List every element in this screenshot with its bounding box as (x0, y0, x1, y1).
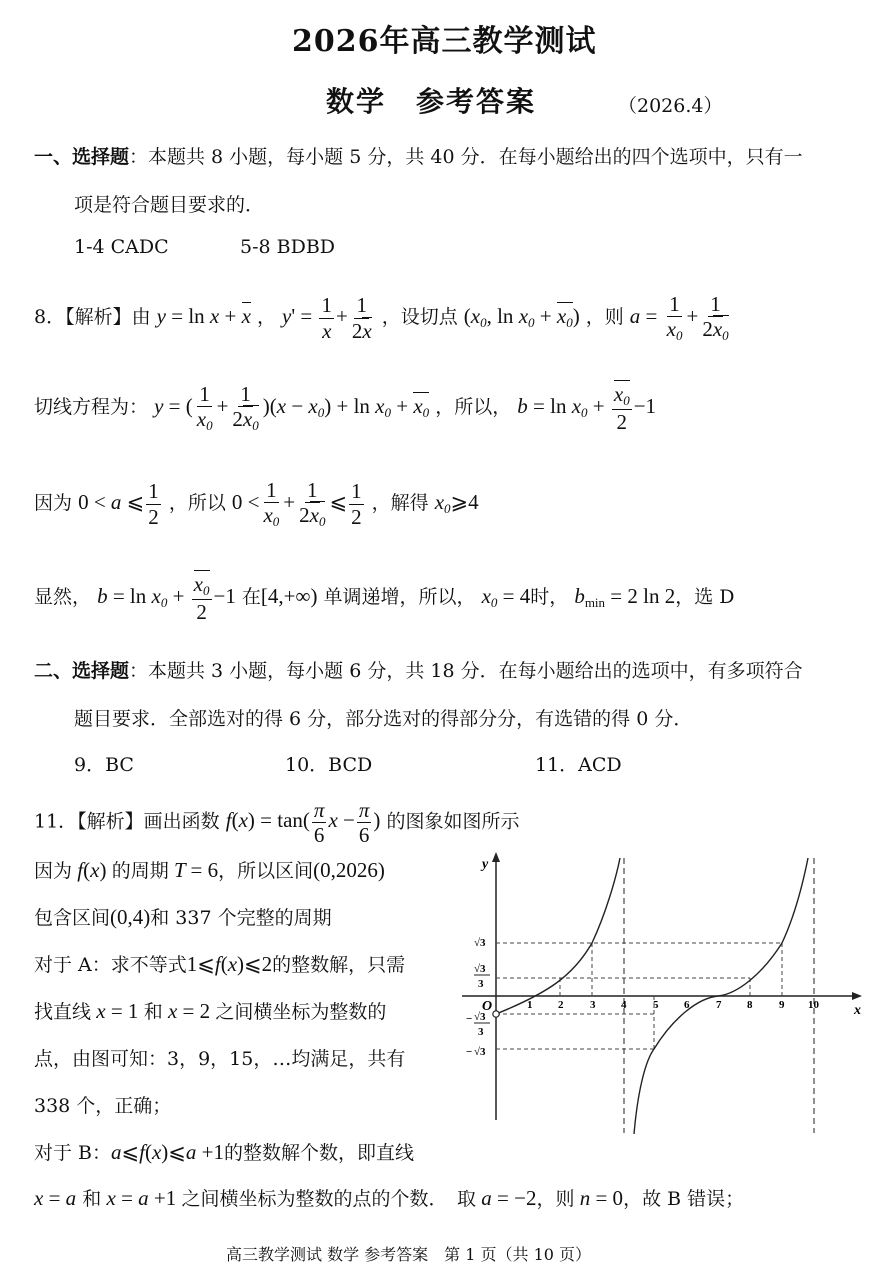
q8-line1: 8．【解析】由 y = ln x + x ， y' = $\frac{1}{x}$ + $\frac{1}{2x}$ ，设切点 ($x_0$, $\ln x_0 + x_0$) ，则 a = $\frac{1}{x_0}$ + $\frac{1}{2x_0}$ (34, 292, 733, 344)
q11-b1b: 的整数解个数，即直线 (223, 1142, 414, 1164)
x-tick-8: 8 (747, 999, 753, 1011)
q8-x0-eq: $x_0 = 4$ (481, 583, 531, 610)
q11-p2: 包含区间(0,4)和 337 个完整的周期 (34, 905, 332, 929)
q11-a3: 点，由图可知：3，9，15，…均满足，共有 (34, 1048, 406, 1070)
tan-graph (448, 848, 868, 1138)
q8-l4-inc: 单调递增，所以， (323, 585, 476, 608)
q11-graph-note: 的图象如图所示 (386, 810, 520, 833)
q8-l4-when: 时， (530, 585, 569, 608)
y-tick-neg-sqrt3-3-num: √3 (474, 1011, 486, 1023)
q8-tangent-eq: y = ( $\frac{1}{x_0}$ + $\frac{1}{2x_0}$ )$(x - x_0) + \ln x_0 + x_0$ (154, 382, 430, 434)
y-tick-neg-3: 3 (478, 1026, 484, 1038)
q8-l3-solve: ，解得 (371, 491, 429, 514)
y-axis-arrow-icon (492, 852, 500, 862)
q8-x0-range: $x_0⩾4$ (434, 489, 479, 516)
q8-l1-then: ，则 (585, 305, 624, 328)
q11-p2b: 和 337 个完整的周期 (150, 907, 332, 929)
q8-slope: a = $\frac{1}{x_0}$ + $\frac{1}{2x_0}$ (629, 292, 729, 344)
q11-b1: 对于 B：a⩽f(x)⩽a +1的整数解个数，即直线 (34, 1140, 414, 1164)
origin-label: O (482, 999, 493, 1014)
q11-line1 (34, 798, 519, 847)
q8-b-expr-2: $b = \ln x_0$ + $\frac{x_0}{2}$ −1 (97, 572, 236, 624)
q11-a2a: 找直线 (34, 1001, 92, 1023)
q8-l4-prefix: 显然， (34, 585, 92, 608)
q11-p1: 因为 f(x) 的周期 T = 6，所以区间(0,2026) (34, 858, 385, 882)
page-title: 2026年高三教学测试 (292, 24, 597, 59)
x-axis-arrow-icon (852, 992, 862, 1000)
q8-l4-choose: ，选 D (675, 585, 735, 608)
q8-derivative: y' = $\frac{1}{x}$ + $\frac{1}{2x}$ (282, 293, 372, 343)
q8-label: 8．【解析】由 (34, 305, 151, 328)
q8-interval: [4,+∞) (260, 583, 318, 608)
q11-b1a: 对于 B： (34, 1142, 112, 1164)
q11-b2: x = a 和 x = a +1 之间横坐标为整数的点的个数． 取 a = −2，则 n = 0，故 B 错误； (34, 1186, 745, 1210)
q11-p1c: ，所以区间 (218, 860, 314, 882)
part2-label: 二、选择题 (34, 660, 130, 682)
q11-b2c: ，则 (536, 1188, 575, 1210)
q11-func: f(x) = tan( $\frac{\pi}{6}$ x − $\frac{\pi}{6}$ ) (225, 798, 381, 848)
part1-label: 一、选择题 (34, 146, 130, 168)
q8-a-range: 0 < a ⩽ $\frac{1}{2}$ (78, 479, 159, 529)
q11-b2a: 和 (82, 1188, 102, 1210)
y-tick-3: 3 (478, 978, 484, 990)
x-tick-7: 7 (716, 999, 722, 1011)
x-label: x (854, 1003, 861, 1018)
q11-a1: 对于 A：求不等式1⩽f(x)⩽2的整数解，只需 (34, 952, 406, 976)
q8-ineq: 0 < $\frac{1}{x_0}$ + $\frac{1}{2x_0}$ ⩽ $\frac{1}{2}$ (231, 478, 362, 530)
q11-a1b: 的整数解，只需 (272, 954, 406, 976)
part2-ans11: 11．ACD (535, 754, 622, 776)
q11-p1b: 的周期 (111, 860, 169, 882)
q11-a1-text: 对于 A：求不等式 (34, 954, 187, 976)
q8-l4-mono: 在 (241, 585, 261, 608)
q8-line3 (34, 478, 479, 530)
y-tick-neg-1: − (466, 1013, 473, 1025)
q11-b2b: 之间横坐标为整数的点的个数． 取 (181, 1188, 477, 1210)
q8-l3-so: ，所以 (168, 491, 226, 514)
page-footer: 高三教学测试 数学 参考答案 第 1 页（共 10 页） (226, 1245, 592, 1264)
tan-branch-1 (496, 858, 620, 1014)
part1-desc-1: ：本题共 8 小题，每小题 5 分，共 40 分．在每小题给出的四个选项中，只有一 (129, 146, 803, 168)
q8-l1-mid: ，设切点 (381, 305, 458, 328)
q8-l3-prefix: 因为 (34, 491, 73, 514)
q11-a2: 找直线 x = 1 和 x = 2 之间横坐标为整数的 (34, 999, 387, 1023)
x-tick-1: 1 (527, 999, 533, 1011)
part2-desc-1: ：本题共 3 小题，每小题 6 分，共 18 分．在每小题给出的选项中，有多项符合 (129, 660, 803, 682)
y-ticks (466, 937, 493, 1058)
part1-desc-2: 项是符合题目要求的． (74, 194, 265, 216)
open-point-icon (493, 1011, 499, 1017)
y-tick-neg-sqrt3: √3 (474, 1046, 486, 1058)
x-tick-6: 6 (684, 999, 690, 1011)
q8-line4 (34, 572, 735, 624)
part1-answers-a: 1-4 CADC (74, 236, 169, 258)
part2-line1 (34, 656, 803, 683)
part2-desc-2: 题目要求．全部选对的得 6 分，部分选对的得部分分，有选错的得 0 分． (74, 708, 693, 730)
x-tick-10: 10 (808, 999, 819, 1011)
q11-p2a: 包含区间 (34, 907, 111, 929)
q8-l2-so: ，所以， (435, 395, 512, 418)
q8-l2-prefix: 切线方程为： (34, 395, 149, 418)
q11-a2c: 之间横坐标为整数的 (215, 1001, 387, 1023)
q8-tangent-point: ($x_0$, $\ln x_0 + x_0$) (463, 303, 580, 330)
x-tick-3: 3 (590, 999, 596, 1011)
q11-a4: 338 个，正确； (34, 1095, 172, 1117)
y-label: y (482, 857, 489, 872)
y-tick-sqrt3: √3 (474, 937, 486, 949)
x-tick-9: 9 (779, 999, 785, 1011)
q8-func: y = ln x + x (156, 303, 251, 328)
page-subtitle: 数学 参考答案 (326, 85, 537, 118)
y-tick-sqrt3-3-num: √3 (474, 963, 486, 975)
x-tick-5: 5 (653, 999, 659, 1011)
y-tick-neg-2: − (466, 1046, 473, 1058)
q11-a2b: 和 (143, 1001, 163, 1023)
q11-p1a: 因为 (34, 860, 73, 882)
page-date: （2026.4） (618, 95, 723, 117)
q8-line2 (34, 382, 656, 434)
q8-bmin: $b_{min} = 2$ ln 2 (574, 583, 676, 610)
x-tick-2: 2 (558, 999, 564, 1011)
q11-label: 11．【解析】画出函数 (34, 810, 220, 833)
q8-b-expr: $b = \ln x_0$ + $\frac{x_0}{2}$ −1 (517, 382, 657, 434)
q11-b2d: ，故 B 错误； (623, 1188, 745, 1210)
x-ticks (527, 999, 820, 1011)
x-tick-4: 4 (621, 999, 627, 1011)
part1-line1 (34, 142, 803, 169)
part1-answers-b: 5-8 BDBD (240, 236, 336, 258)
part2-ans10: 10．BCD (285, 754, 373, 776)
part2-ans9: 9．BC (74, 754, 134, 776)
